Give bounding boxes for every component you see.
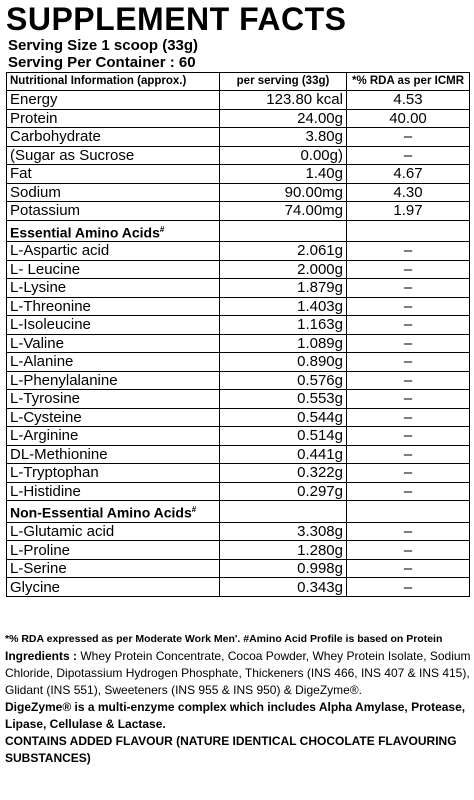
rda-value: – <box>347 146 470 165</box>
table-row <box>7 316 470 335</box>
nonessential-section <box>7 501 470 523</box>
nutrient-name: Potassium <box>7 202 220 221</box>
rda-value: – <box>347 353 470 372</box>
rda-value: – <box>347 578 470 597</box>
serving-size: Serving Size 1 scoop (33g) <box>8 37 199 54</box>
supplement-facts-table <box>6 72 470 597</box>
nonessential-heading-text: Non-Essential Amino Acids <box>10 504 192 521</box>
table-row <box>7 109 470 128</box>
per-serving-amount: 1.879g <box>220 279 347 298</box>
rda-value: – <box>347 316 470 335</box>
servings-per-container: Serving Per Container : 60 <box>8 54 196 71</box>
per-serving-amount: 2.000g <box>220 260 347 279</box>
table-row <box>7 427 470 446</box>
per-serving-amount: 1.163g <box>220 316 347 335</box>
table-row <box>7 408 470 427</box>
nutrient-name: L-Arginine <box>7 427 220 446</box>
nutrient-name: L-Serine <box>7 559 220 578</box>
table-row <box>7 559 470 578</box>
rda-value: – <box>347 128 470 147</box>
table-row <box>7 91 470 110</box>
table-row <box>7 242 470 261</box>
nutrient-name: L- Leucine <box>7 260 220 279</box>
per-serving-amount: 0.322g <box>220 464 347 483</box>
nutrient-name: L-Valine <box>7 334 220 353</box>
page-title: SUPPLEMENT FACTS <box>6 1 347 37</box>
table-row <box>7 578 470 597</box>
per-serving-amount: 24.00g <box>220 109 347 128</box>
table-row <box>7 183 470 202</box>
per-serving-amount: 1.403g <box>220 297 347 316</box>
empty-cell <box>220 220 347 242</box>
nutrient-name: Protein <box>7 109 220 128</box>
rda-value: – <box>347 390 470 409</box>
empty-cell <box>347 220 470 242</box>
nutrient-name: L-Histidine <box>7 482 220 501</box>
essential-rows <box>7 242 470 501</box>
per-serving-amount: 3.308g <box>220 522 347 541</box>
rda-value: – <box>347 260 470 279</box>
rda-value: 4.53 <box>347 91 470 110</box>
ingredients-label: Ingredients : <box>5 649 78 663</box>
essential-heading-text: Essential Amino Acids <box>10 224 160 241</box>
nutrient-name: L-Isoleucine <box>7 316 220 335</box>
rda-value: – <box>347 334 470 353</box>
notes-block <box>5 631 471 767</box>
rda-value: 1.97 <box>347 202 470 221</box>
nutrient-rows <box>7 91 470 221</box>
per-serving-amount: 1.280g <box>220 541 347 560</box>
table-row <box>7 482 470 501</box>
essential-section <box>7 220 470 242</box>
table-row <box>7 128 470 147</box>
section-row-nonessential <box>7 501 470 523</box>
per-serving-amount: 0.544g <box>220 408 347 427</box>
section-row-essential <box>7 220 470 242</box>
rda-value: – <box>347 279 470 298</box>
nutrient-name: L-Proline <box>7 541 220 560</box>
essential-amino-acids-heading <box>7 220 220 242</box>
table-row <box>7 334 470 353</box>
nutrient-name: L-Tyrosine <box>7 390 220 409</box>
rda-value: – <box>347 541 470 560</box>
table-row <box>7 353 470 372</box>
per-serving-amount: 0.00g) <box>220 146 347 165</box>
nutrient-name: DL-Methionine <box>7 445 220 464</box>
table-row <box>7 165 470 184</box>
per-serving-amount: 123.80 kcal <box>220 91 347 110</box>
rda-value: 4.30 <box>347 183 470 202</box>
rda-value: – <box>347 408 470 427</box>
table-row <box>7 146 470 165</box>
per-serving-amount: 0.514g <box>220 427 347 446</box>
rda-footnote: *% RDA expressed as per Moderate Work Men'. #Amino Acid Profile is based on Protein <box>5 633 443 645</box>
nutrient-name: Fat <box>7 165 220 184</box>
per-serving-amount: 0.998g <box>220 559 347 578</box>
rda-value: – <box>347 464 470 483</box>
nutrient-name: (Sugar as Sucrose <box>7 146 220 165</box>
non-essential-amino-acids-heading <box>7 501 220 523</box>
nutrient-name: L-Aspartic acid <box>7 242 220 261</box>
table-row <box>7 541 470 560</box>
table-header-row <box>7 73 470 91</box>
nutrient-name: L-Lysine <box>7 279 220 298</box>
per-serving-amount: 1.089g <box>220 334 347 353</box>
rda-value: 40.00 <box>347 109 470 128</box>
rda-value: – <box>347 559 470 578</box>
rda-value: – <box>347 371 470 390</box>
nonessential-rows <box>7 522 470 596</box>
ingredients-text: Whey Protein Concentrate, Cocoa Powder, Whey Protein Isolate, Sodium Chloride, Dipotassium Hydrogen Phosphate, Thickeners (INS 466, INS 407 & INS 415), Glidant (INS 551), Sweeteners (INS 955 & INS 950) & DigeZyme®. <box>5 649 471 697</box>
table-row <box>7 445 470 464</box>
nutrient-name: L-Glutamic acid <box>7 522 220 541</box>
column-header-nutrient: Nutritional Information (approx.) <box>7 73 220 91</box>
per-serving-amount: 0.343g <box>220 578 347 597</box>
per-serving-amount: 0.890g <box>220 353 347 372</box>
nutrient-name: L-Threonine <box>7 297 220 316</box>
per-serving-amount: 3.80g <box>220 128 347 147</box>
per-serving-amount: 0.441g <box>220 445 347 464</box>
per-serving-amount: 0.297g <box>220 482 347 501</box>
per-serving-amount: 1.40g <box>220 165 347 184</box>
rda-value: – <box>347 482 470 501</box>
nutrient-name: L-Alanine <box>7 353 220 372</box>
rda-value: 4.67 <box>347 165 470 184</box>
nutrient-name: L-Phenylalanine <box>7 371 220 390</box>
flavour-statement <box>5 733 471 767</box>
digezyme-paragraph <box>5 699 471 733</box>
table-row <box>7 260 470 279</box>
essential-heading-mark: # <box>159 224 165 234</box>
empty-cell <box>347 501 470 523</box>
nutrient-name: L-Tryptophan <box>7 464 220 483</box>
flavour-text: CONTAINS ADDED FLAVOUR (NATURE IDENTICAL CHOCOLATE FLAVOURING SUBSTANCES) <box>5 734 457 765</box>
table-row <box>7 279 470 298</box>
per-serving-amount: 90.00mg <box>220 183 347 202</box>
nutrient-name: Carbohydrate <box>7 128 220 147</box>
nutrient-name: Glycine <box>7 578 220 597</box>
nonessential-heading-mark: # <box>191 505 197 515</box>
per-serving-amount: 0.576g <box>220 371 347 390</box>
table-row <box>7 297 470 316</box>
nutrient-name: Sodium <box>7 183 220 202</box>
rda-value: – <box>347 242 470 261</box>
column-header-per-serving: per serving (33g) <box>220 73 347 91</box>
rda-value: – <box>347 445 470 464</box>
rda-value: – <box>347 427 470 446</box>
rda-value: – <box>347 522 470 541</box>
rda-value: – <box>347 297 470 316</box>
table-row <box>7 390 470 409</box>
table-row <box>7 464 470 483</box>
table-row <box>7 522 470 541</box>
empty-cell <box>220 501 347 523</box>
per-serving-amount: 2.061g <box>220 242 347 261</box>
nutrient-name: L-Cysteine <box>7 408 220 427</box>
per-serving-amount: 0.553g <box>220 390 347 409</box>
ingredients-paragraph <box>5 648 471 699</box>
per-serving-amount: 74.00mg <box>220 202 347 221</box>
table-row <box>7 371 470 390</box>
table-row <box>7 202 470 221</box>
nutrient-name: Energy <box>7 91 220 110</box>
digezyme-text: is a multi-enzyme complex which includes Alpha Amylase, Protease, Lipase, Cellulase & Lactase. <box>5 700 466 731</box>
column-header-rda: *% RDA as per ICMR <box>347 73 470 91</box>
digezyme-label: DigeZyme® <box>5 700 72 714</box>
